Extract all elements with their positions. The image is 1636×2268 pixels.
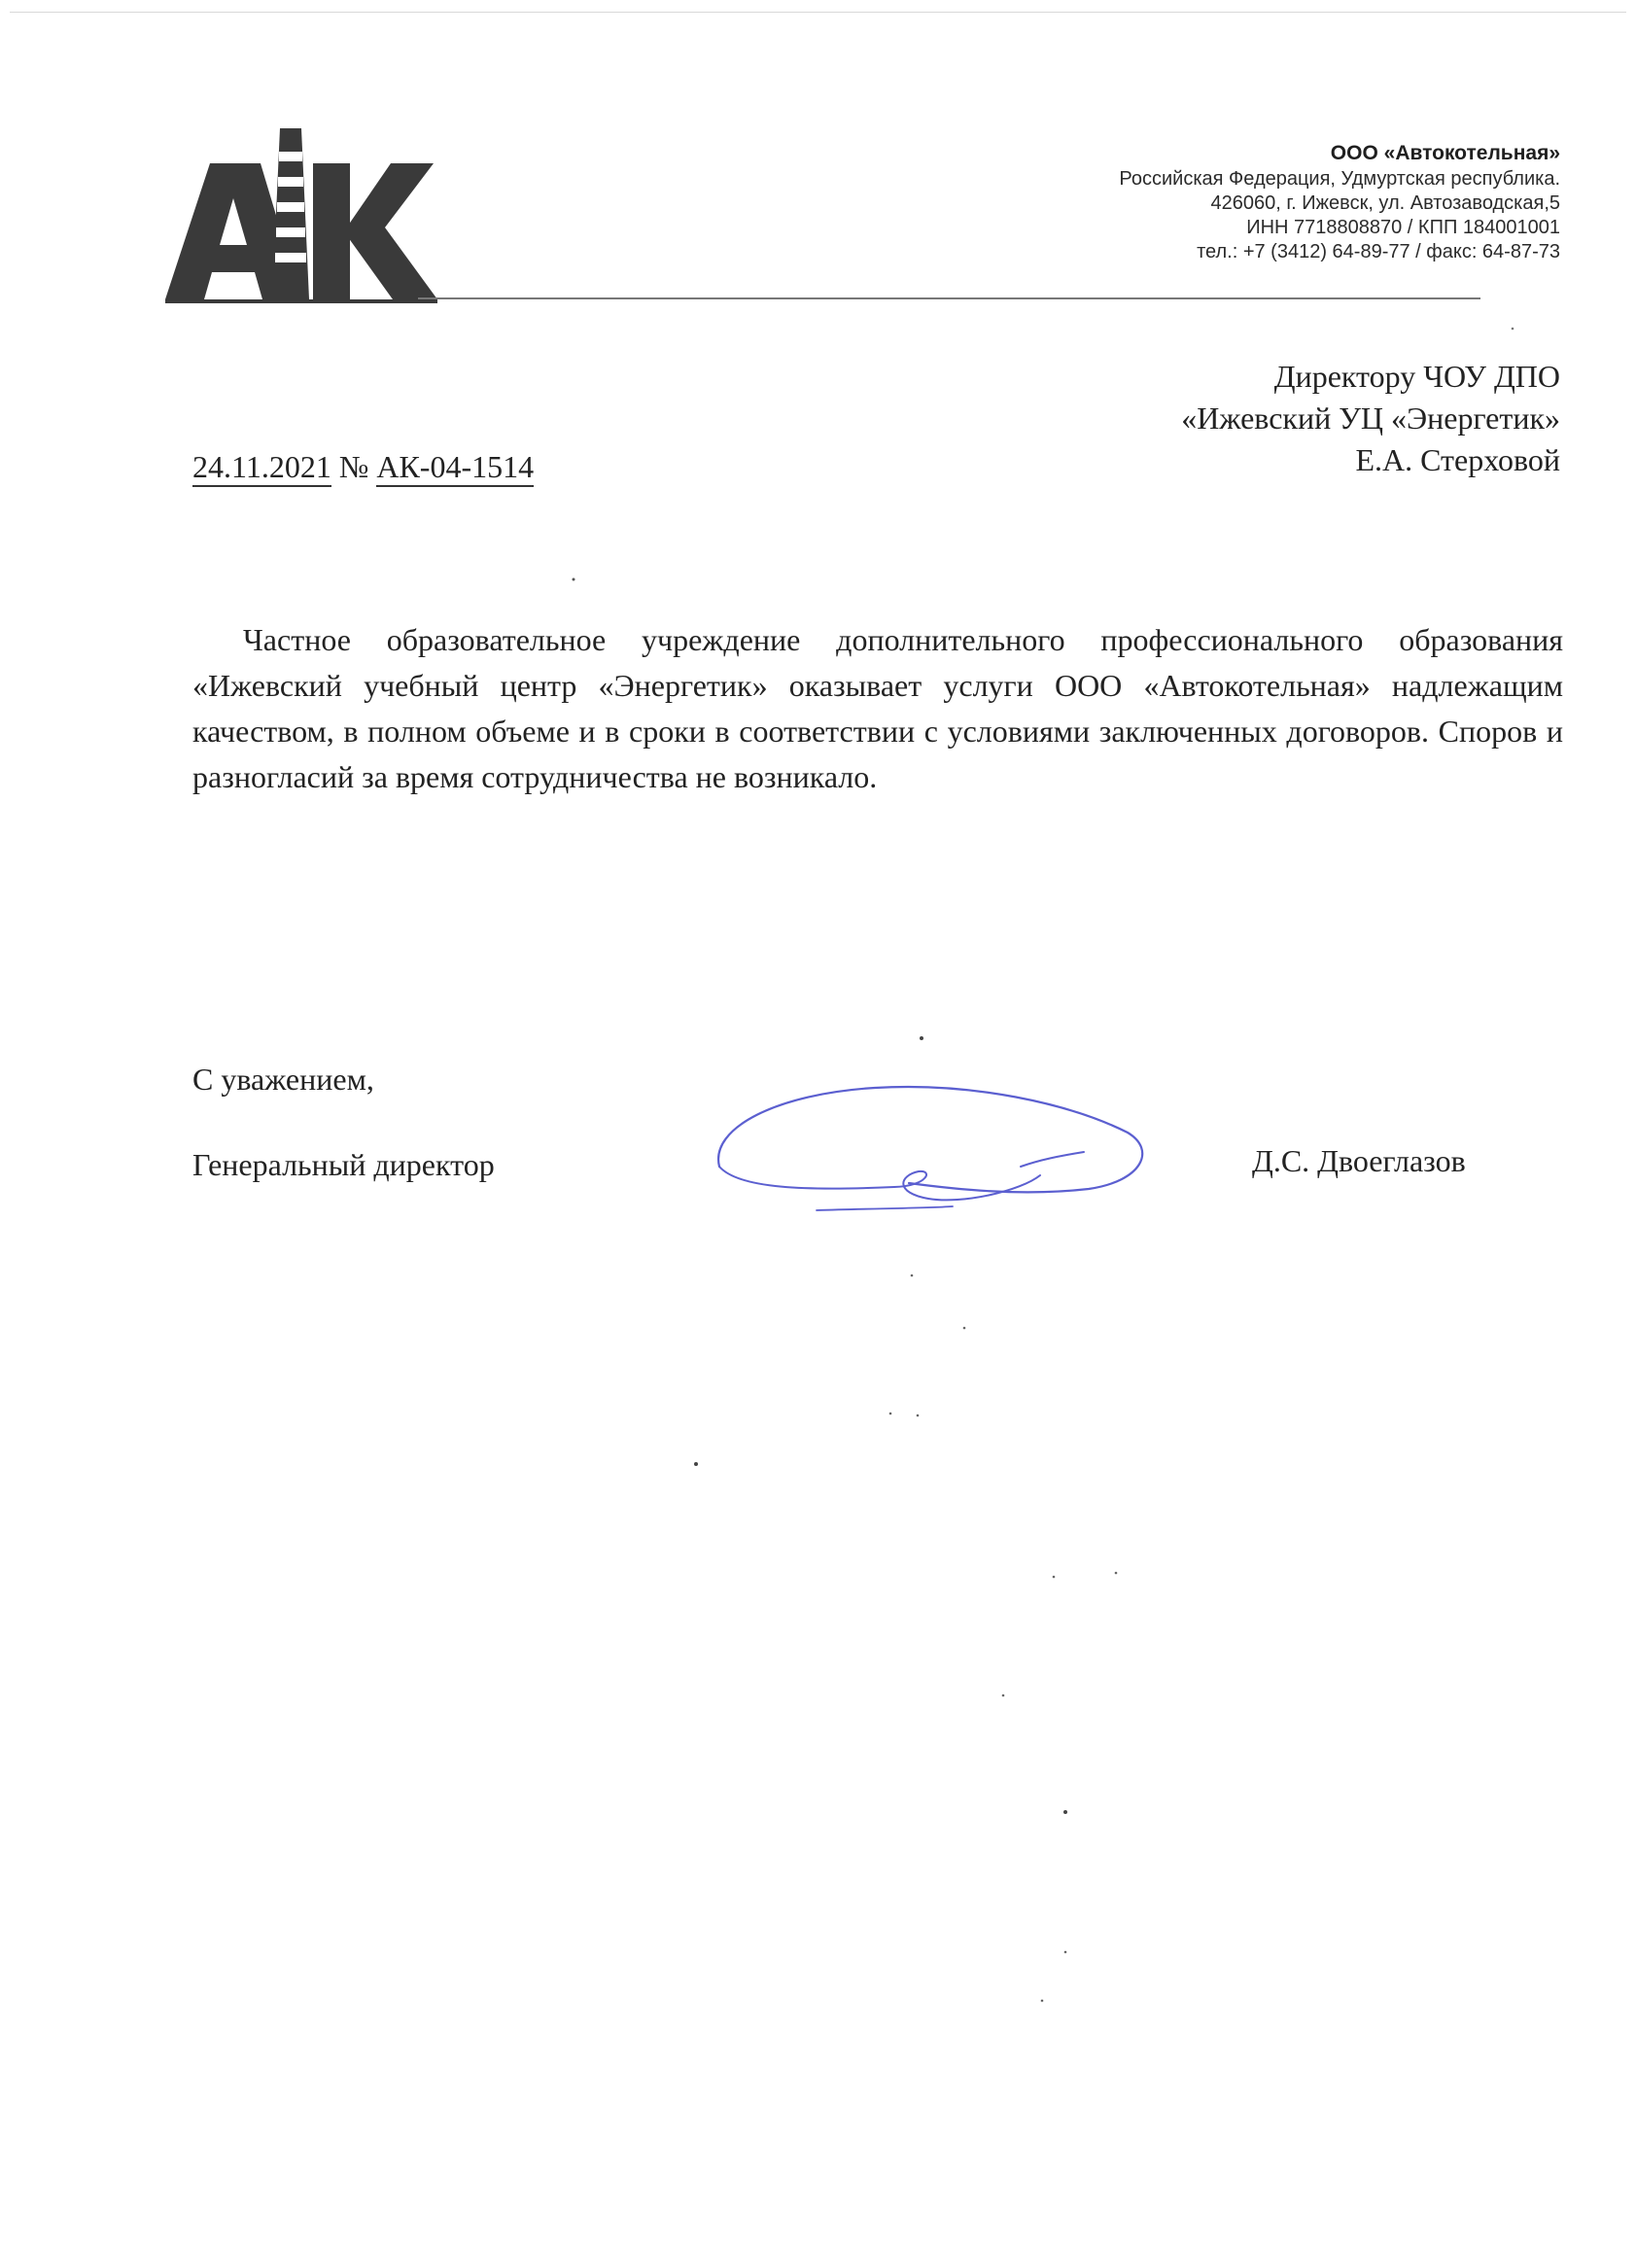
company-logo: [165, 126, 437, 306]
company-tax-ids: ИНН 7718808870 / КПП 184001001: [1246, 217, 1560, 238]
number-sign: №: [338, 449, 369, 484]
letter-number: АК-04-1514: [376, 449, 534, 487]
company-address-street: 426060, г. Ижевск, ул. Автозаводская,5: [1210, 192, 1560, 214]
company-name: ООО «Автокотельная»: [1330, 142, 1560, 164]
signer-position: Генеральный директор: [192, 1147, 495, 1182]
letterhead-rule: [418, 297, 1480, 299]
scan-edge-line: [10, 12, 1626, 13]
recipient-organization: «Ижевский УЦ «Энергетик»: [1181, 401, 1560, 436]
closing-phrase: С уважением,: [192, 1062, 374, 1097]
recipient-block: [977, 356, 1560, 481]
outgoing-reference: [192, 447, 534, 486]
letter-date: 24.11.2021: [192, 449, 331, 487]
logo-underline: [165, 299, 437, 303]
company-requisites: [880, 141, 1560, 264]
company-phone-fax: тел.: +7 (3412) 64-89-77 / факс: 64-87-73: [1197, 241, 1560, 262]
handwritten-signature: [700, 1074, 1147, 1220]
logo-letter-k: [313, 163, 437, 299]
signer-name: Д.С. Двоеглазов: [1252, 1143, 1466, 1178]
company-address-country: Российская Федерация, Удмуртская республика.: [1119, 168, 1560, 190]
recipient-title: Директору ЧОУ ДПО: [1273, 359, 1560, 394]
letter-body: Частное образовательное учреждение дополнительного профессионального образования «Ижевский учебный центр «Энергетик» оказывает услуги ООО «Автокотельная» надлежащим качеством, в полном объеме и в сроки в соответствии с условиями заключенных договоров. Споров и разногласий за время сотрудничества не возникало.: [192, 622, 1563, 794]
recipient-name: Е.А. Стерховой: [1355, 442, 1560, 477]
logo-chimney: [272, 128, 309, 299]
